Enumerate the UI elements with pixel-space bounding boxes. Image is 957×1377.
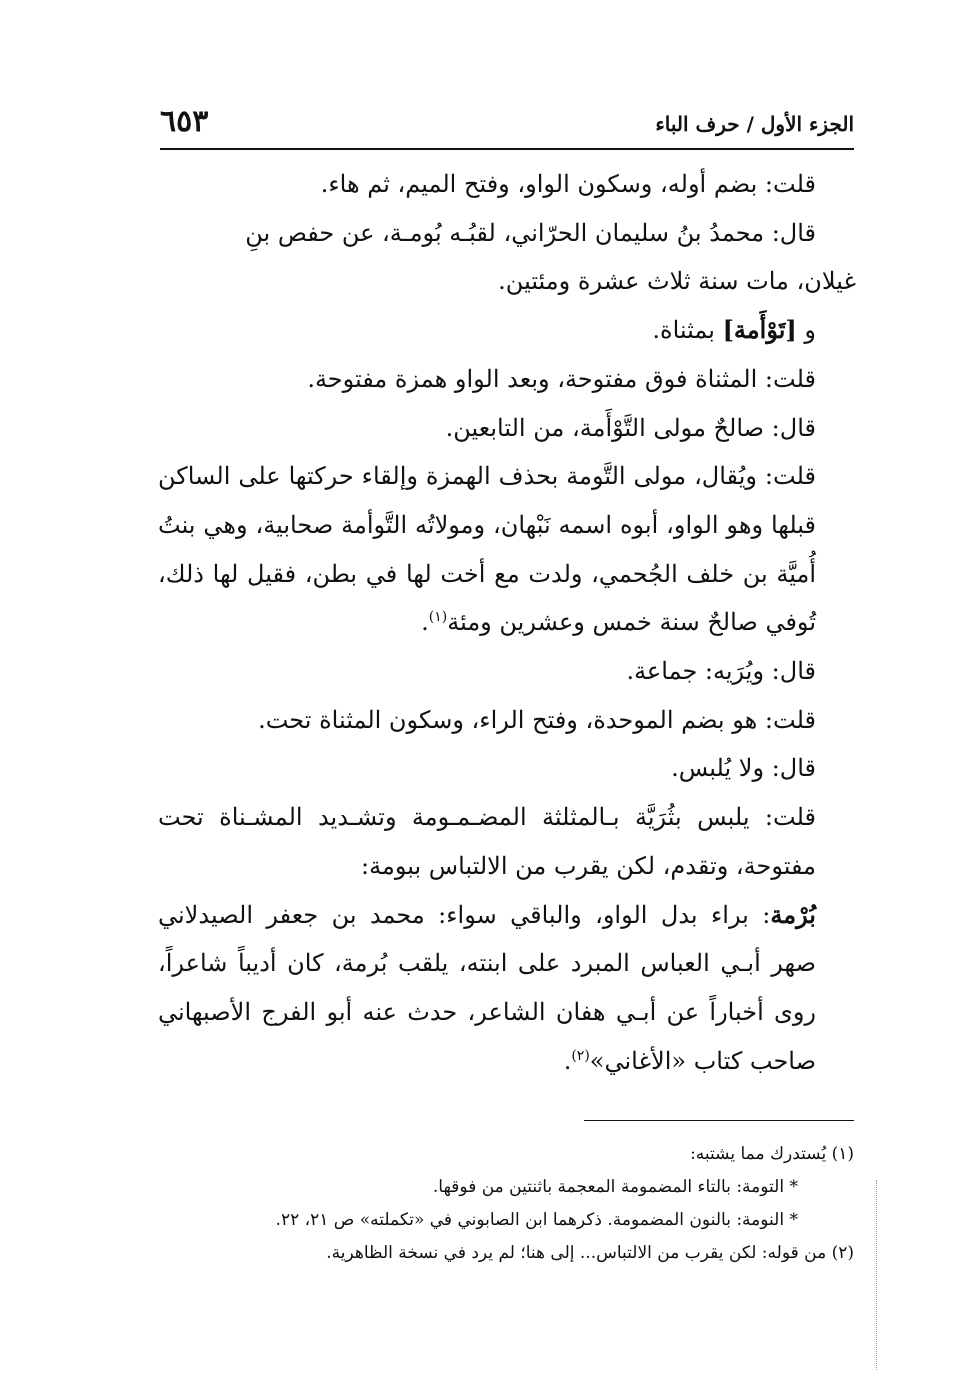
paragraph: قال: صالحٌ مولى التَّوْأَمة، من التابعين. (445, 413, 816, 442)
footnote: (٢) من قوله: لكن يقرب من الالتباس... إلى هنا؛ لم يرد في نسخة الظاهرية. (326, 1243, 854, 1263)
footnote-ref: (١) (428, 609, 448, 626)
entry-term: [تَوْأَمة] (722, 315, 797, 345)
footnote-item: * التومة: بالتاء المضمومة المعجمة باثنتين من فوقها. (432, 1177, 798, 1197)
footnote-ref: (٢) (571, 1047, 590, 1064)
paragraph: قلت: المثناة فوق مفتوحة، وبعد الواو همزة مفتوحة. (307, 364, 816, 393)
footnote-item: * النومة: بالنون المضمومة. ذكرهما ابن الصابوني في «تكملته» ص ٢١، ٢٢. (275, 1210, 798, 1230)
body-text (158, 160, 856, 1085)
running-head: الجزء الأول / حرف الباء (655, 112, 854, 136)
entry-term: بُرْمة (770, 899, 816, 929)
paragraph: قال: ولا يُلبس. (671, 754, 816, 783)
footnote-rule (584, 1120, 854, 1121)
paragraph: قلت: هو بضم الموحدة، وفتح الراء، وسكون المثناة تحت. (258, 705, 816, 734)
paragraph (158, 891, 856, 1086)
paragraph (158, 306, 856, 355)
paragraph-text: : براء بدل الواو، والباقي سواء: محمد بن جعفر الصيدلاني صهر أبـي العباس المبرد على ابنته، يلقب بُرمة، كان أديباً شاعراً، روى أخباراً عن أبـي هفان الشاعر، حدث عنه أبو الفرج الأصبهاني صاحب كتاب «الأغاني» (158, 900, 816, 1075)
period: . (563, 1046, 572, 1075)
paragraph: قال: محمدُ بنُ سليمان الحرّاني، لقبُـه بُومـة، عن حفص بنِ (245, 218, 816, 247)
paragraph-continuation: غيلان، مات سنة ثلاث عشرة ومئتين. (498, 267, 856, 296)
paragraph-text: قلت: ويُقال، مولى التَّومة بحذف الهمزة وإلقاء حركتها على الساكن قبلها وهو الواو، أبوه اسمه نَبْهان، ومولاتُه التَّوأمة صحابية، وهي بنتُ أُميَّة بن خلف الجُحمي، ولدت مع أخت لها في بطن، فقيل لها ذلك، تُوفي صالحٌ سنة خمس وعشرين ومئة (158, 462, 816, 637)
page-header (160, 104, 854, 148)
conjunction: و (804, 316, 816, 345)
footnote: (١) يُستدرك مما يشتبه: (690, 1144, 854, 1164)
paragraph: قلت: يلبس بثُرَيَّة بـالمثلثة المضـمـومة وتشـديد المشـناة تحت مفتوحة، وتقدم، لكن يقرب من الالتباس ببومة: (158, 803, 816, 880)
period: . (421, 608, 429, 637)
footnotes (180, 1138, 854, 1270)
header-rule (160, 148, 854, 150)
margin-marks (876, 1180, 877, 1370)
paragraph (158, 452, 856, 647)
paragraph: قلت: بضم أوله، وسكون الواو، وفتح الميم، ثم هاء. (320, 170, 816, 198)
entry-note: بمثناة. (652, 316, 715, 345)
paragraph: قال: ويُرَيه: جماعة. (626, 657, 816, 686)
page-number: ٦٥٣ (160, 104, 209, 139)
